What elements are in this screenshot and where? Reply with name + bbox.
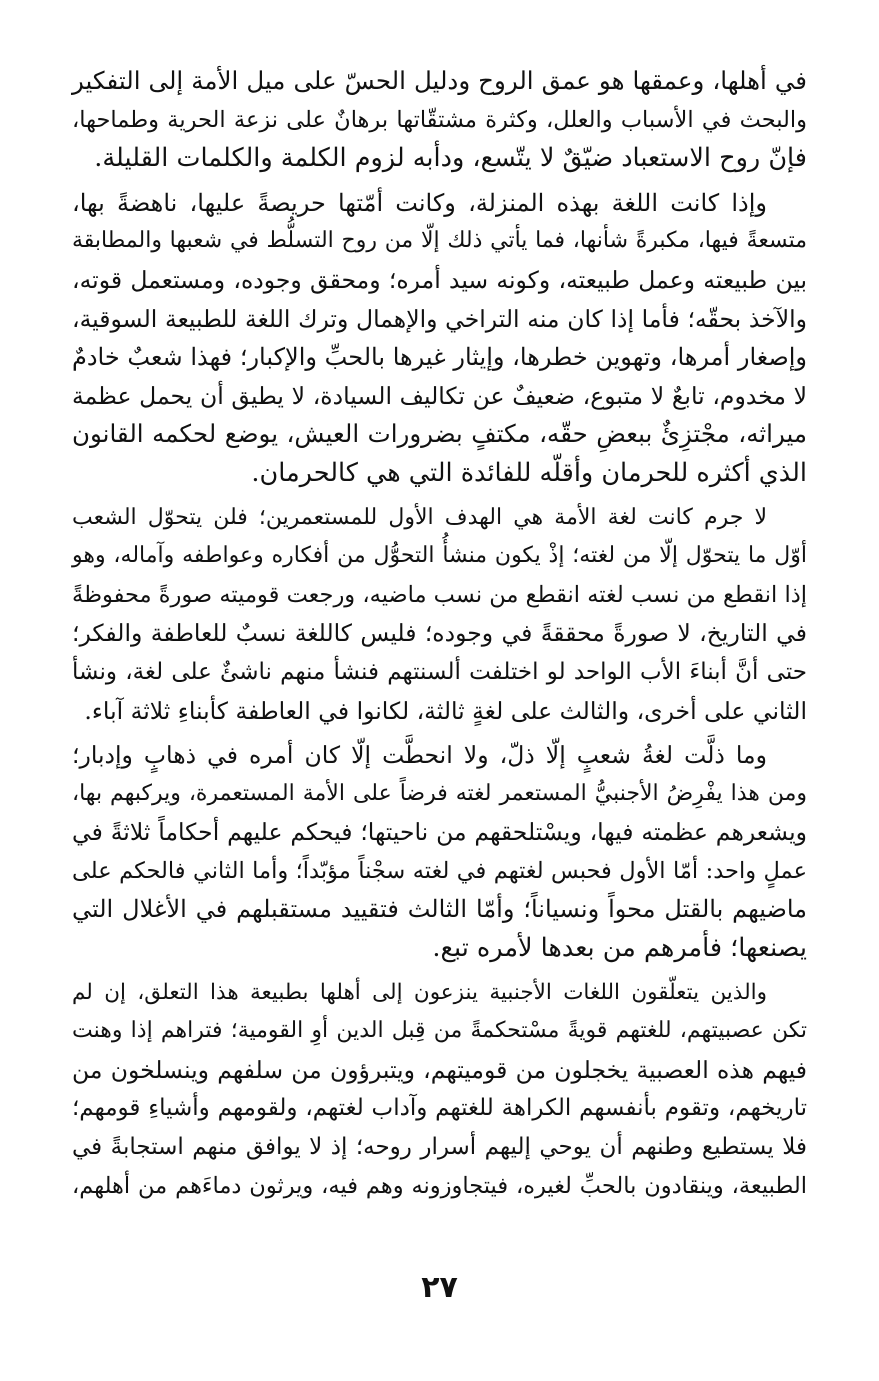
text-line: في التاريخ، لا صورةً محققةً في وجوده؛ فليس كاللغة نسبٌ للعاطفة والفكر؛ (72, 619, 807, 648)
text-line: عملٍ واحد: أمّا الأول فحبس لغتهم في لغته سجْناً مؤبّداً؛ وأما الثاني فالحكم على (72, 857, 807, 884)
text-line: فلا يستطيع وطنهم أن يوحي إليهم أسرار روحه؛ إذ لا يوافق منهم استجابةً في (72, 1134, 807, 1161)
paragraph-3 (72, 499, 807, 731)
text-line: يصنعها؛ فأمرهم من بعدها لأمره تبع. (432, 933, 807, 964)
text-line: تاريخهم، وتقوم بأنفسهم الكراهة للغتهم وآداب لغتهم، ولقومهم وأشياءِ قومهم؛ (72, 1095, 807, 1122)
text-line: الطبيعة، وينقادون بالحبِّ لغيره، فيتجاوزونه وهم فيه، ويرثون دماءَهم من أهلهم، (72, 1172, 807, 1199)
text-line: وما ذلَّت لغةُ شعبٍ إلّا ذلّ، ولا انحطَّت إلّا كان أمره في ذهابٍ وإدبار؛ (72, 741, 767, 770)
text-line: أوّل ما يتحوّل إلّا من لغته؛ إذْ يكون منشأُ التحوُّل من أفكاره وعواطفه وآماله، وهو (72, 543, 807, 569)
text-line: والذين يتعلّقون اللغات الأجنبية ينزعون إلى أهلها بطبيعة هذا التعلق، إن لم (72, 979, 767, 1005)
paragraph-4 (72, 736, 807, 968)
text-line: فإنّ روح الاستعباد ضيّقٌ لا يتّسع، ودأبه لزوم الكلمة والكلمات القليلة. (94, 143, 807, 174)
text-line: في أهلها، وعمقها هو عمق الروح ودليل الحسّ على ميل الأمة إلى التفكير (72, 66, 807, 95)
text-line: وإصغار أمرها، وتهوين خطرها، وإيثار غيرها بالحبِّ والإكبار؛ فهذا شعبٌ خادمٌ (72, 343, 807, 372)
text-line: الثاني على أخرى، والثالث على لغةٍ ثالثة، لكانوا في العاطفة كأبناءِ ثلاثة آباء. (84, 696, 807, 725)
text-line: ومن هذا يفْرِضُ الأجنبيُّ المستعمر لغته فرضاً على الأمة المستعمرة، ويركبهم بها، (72, 780, 807, 806)
paragraph-2 (72, 184, 807, 493)
text-line: حتى أنَّ أبناءَ الأب الواحد لو اختلفت ألسنتهم فنشأ منهم ناشئٌ على لغة، ونشأ (72, 658, 807, 685)
text-line: لا جرم كانت لغة الأمة هي الهدف الأول للمستعمرين؛ فلن يتحوّل الشعب (72, 504, 767, 530)
text-line: وإذا كانت اللغة بهذه المنزلة، وكانت أمّتها حريصةً عليها، ناهضةً بها، (72, 188, 767, 217)
text-line: لا مخدوم، تابعٌ لا متبوع، ضعيفٌ عن تكاليف السيادة، لا يطيق أن يحمل عظمة (72, 381, 807, 410)
text-line: بين طبيعته وعمل طبيعته، وكونه سيد أمره؛ ومحقق وجوده، ومستعمل قوته، (72, 265, 807, 294)
text-line: فيهم هذه العصبية يخجلون من قوميتهم، ويتبرؤون من سلفهم وينسلخون من (72, 1055, 807, 1084)
paragraph-5 (72, 974, 807, 1206)
text-line: متسعةً فيها، مكبرةً شأنها، فما يأتي ذلك إلّا من روح التسلُّط في شعبها والمطابقة (72, 228, 807, 254)
text-line: إذا انقطع من نسب لغته انقطع من نسب ماضيه، ورجعت قوميته صورةً محفوظةً (72, 581, 807, 608)
text-line: ماضيهم بالقتل محواً ونسياناً؛ وأمّا الثالث فتقييد مستقبلهم في الأغلال التي (72, 895, 807, 924)
page-body (72, 62, 807, 1211)
text-line: تكن عصبيتهم، للغتهم قويةً مسْتحكمةً من قِبل الدين أوِ القومية؛ فتراهم إذا وهنت (72, 1018, 807, 1044)
text-line: والبحث في الأسباب والعلل، وكثرة مشتقّاتها برهانٌ على نزعة الحرية وطماحها، (72, 106, 807, 133)
paragraph-1 (72, 62, 807, 178)
text-line: والآخذ بحقّه؛ فأما إذا كان منه التراخي والإهمال وترك اللغة للطبيعة السوقية، (72, 304, 807, 333)
page-number: ٢٧ (421, 1270, 458, 1305)
text-line: الذي أكثره للحرمان وأقلّه للفائدة التي هي كالحرمان. (251, 457, 807, 488)
text-line: ويشعرهم عظمته فيها، ويسْتلحقهم من ناحيتها؛ فيحكم عليهم أحكاماً ثلاثةً في (72, 818, 807, 847)
text-line: ميراثه، مجْتزِئٌ ببعضِ حقّه، مكتفٍ بضرورات العيش، يوضع لحكمه القانون (72, 419, 807, 449)
